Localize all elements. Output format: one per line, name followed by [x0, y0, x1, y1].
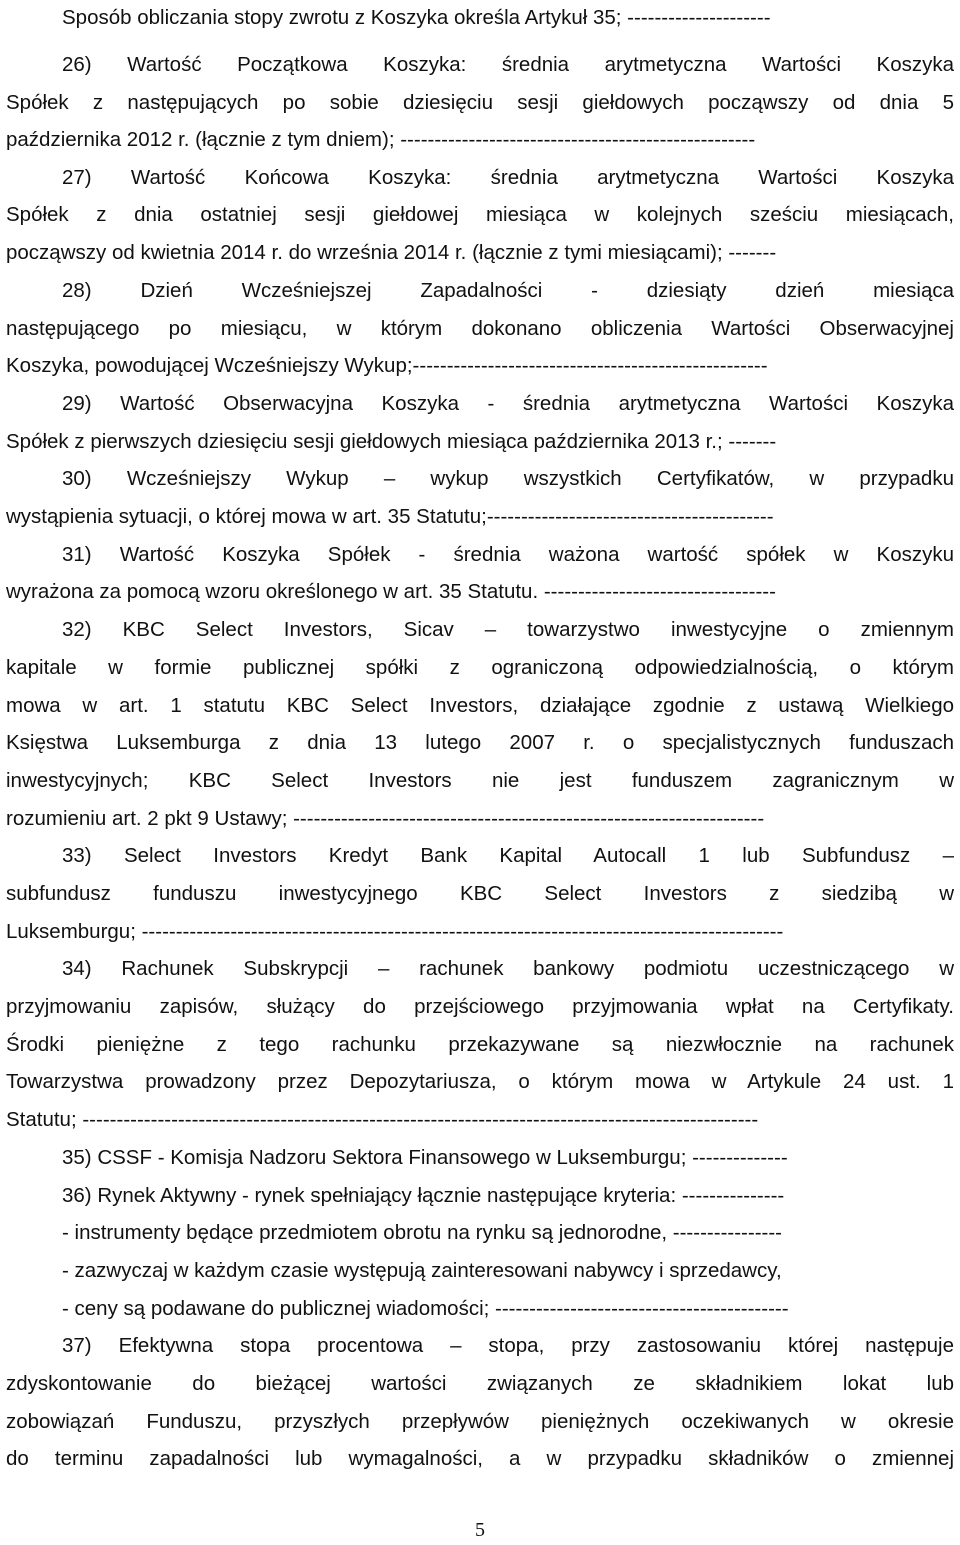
- text-line: kapitale w formie publicznej spółki z ograniczoną odpowiedzialnością, o którym: [6, 656, 954, 679]
- text-line: Spółek z następujących po sobie dziesięciu sesji giełdowych począwszy od dnia 5: [6, 91, 954, 114]
- text-line: 26) Wartość Początkowa Koszyka: średnia arytmetyczna Wartości Koszyka: [62, 53, 954, 76]
- text-line: począwszy od kwietnia 2014 r. do września 2014 r. (łącznie z tymi miesiącami); -------: [6, 241, 777, 264]
- text-line: zobowiązań Funduszu, przyszłych przepływów pieniężnych oczekiwanych w okresie: [6, 1410, 954, 1433]
- text-line: zdyskontowanie do bieżącej wartości związanych ze składnikiem lokat lub: [6, 1372, 954, 1395]
- text-line: 34) Rachunek Subskrypcji – rachunek bankowy podmiotu uczestniczącego w: [62, 957, 954, 980]
- text-line: 37) Efektywna stopa procentowa – stopa, przy zastosowaniu której następuje: [62, 1334, 954, 1357]
- text-line: wyrażona za pomocą wzoru określonego w art. 35 Statutu. ----------------------------------: [6, 580, 776, 603]
- text-line: 36) Rynek Aktywny - rynek spełniający łącznie następujące kryteria: ---------------: [62, 1184, 785, 1207]
- text-line: wystąpienia sytuacji, o której mowa w art. 35 Statutu;------------------------------------------: [6, 505, 774, 528]
- text-line: października 2012 r. (łącznie z tym dniem); ----------------------------------------------------: [6, 128, 756, 151]
- text-line: inwestycyjnych; KBC Select Investors nie jest funduszem zagranicznym w: [6, 769, 954, 792]
- text-line: mowa w art. 1 statutu KBC Select Investors, działające zgodnie z ustawą Wielkiego: [6, 694, 954, 717]
- text-line: - zazwyczaj w każdym czasie występują zainteresowani nabywcy i sprzedawcy,: [62, 1259, 782, 1282]
- text-line: - ceny są podawane do publicznej wiadomości; -------------------------------------------: [62, 1297, 789, 1320]
- text-line: Statutu; ---------------------------------------------------------------------------------------------------: [6, 1108, 759, 1131]
- text-line: - instrumenty będące przedmiotem obrotu na rynku są jednorodne, ----------------: [62, 1221, 783, 1244]
- text-line: Towarzystwa prowadzony przez Depozytariusza, o którym mowa w Artykule 24 ust. 1: [6, 1070, 954, 1093]
- page-number: 5: [475, 1519, 485, 1541]
- text-line: 30) Wcześniejszy Wykup – wykup wszystkich Certyfikatów, w przypadku: [62, 467, 954, 490]
- text-line: 33) Select Investors Kredyt Bank Kapital Autocall 1 lub Subfundusz –: [62, 844, 954, 867]
- text-line: następującego po miesiącu, w którym dokonano obliczenia Wartości Obserwacyjnej: [6, 317, 954, 340]
- text-line: 31) Wartość Koszyka Spółek - średnia ważona wartość spółek w Koszyku: [62, 543, 954, 566]
- text-line: Koszyka, powodującej Wcześniejszy Wykup;----------------------------------------------------: [6, 354, 768, 377]
- text-line: Spółek z pierwszych dziesięciu sesji giełdowych miesiąca października 2013 r.; -------: [6, 430, 777, 453]
- text-line: Luksemburgu; ----------------------------------------------------------------------------------------------: [6, 920, 784, 943]
- text-line: 35) CSSF - Komisja Nadzoru Sektora Finansowego w Luksemburgu; --------------: [62, 1146, 788, 1169]
- text-line: 29) Wartość Obserwacyjna Koszyka - średnia arytmetyczna Wartości Koszyka: [62, 392, 954, 415]
- text-line: do terminu zapadalności lub wymagalności, a w przypadku składników o zmiennej: [6, 1447, 954, 1470]
- text-line: 32) KBC Select Investors, Sicav – towarzystwo inwestycyjne o zmiennym: [62, 618, 954, 641]
- text-line: subfundusz funduszu inwestycyjnego KBC Select Investors z siedzibą w: [6, 882, 954, 905]
- text-line: 27) Wartość Końcowa Koszyka: średnia arytmetyczna Wartości Koszyka: [62, 166, 954, 189]
- text-line: Spółek z dnia ostatniej sesji giełdowej miesiąca w kolejnych sześciu miesiącach,: [6, 203, 954, 226]
- text-line: Środki pieniężne z tego rachunku przekazywane są niezwłocznie na rachunek: [6, 1033, 954, 1056]
- text-line: Księstwa Luksemburga z dnia 13 lutego 2007 r. o specjalistycznych funduszach: [6, 731, 954, 754]
- text-line: Sposób obliczania stopy zwrotu z Koszyka określa Artykuł 35; ---------------------: [62, 6, 771, 29]
- text-line: rozumieniu art. 2 pkt 9 Ustawy; ---------------------------------------------------------------------: [6, 807, 765, 830]
- text-line: 28) Dzień Wcześniejszej Zapadalności - dziesiąty dzień miesiąca: [62, 279, 954, 302]
- text-line: przyjmowaniu zapisów, służący do przejściowego przyjmowania wpłat na Certyfikaty.: [6, 995, 954, 1018]
